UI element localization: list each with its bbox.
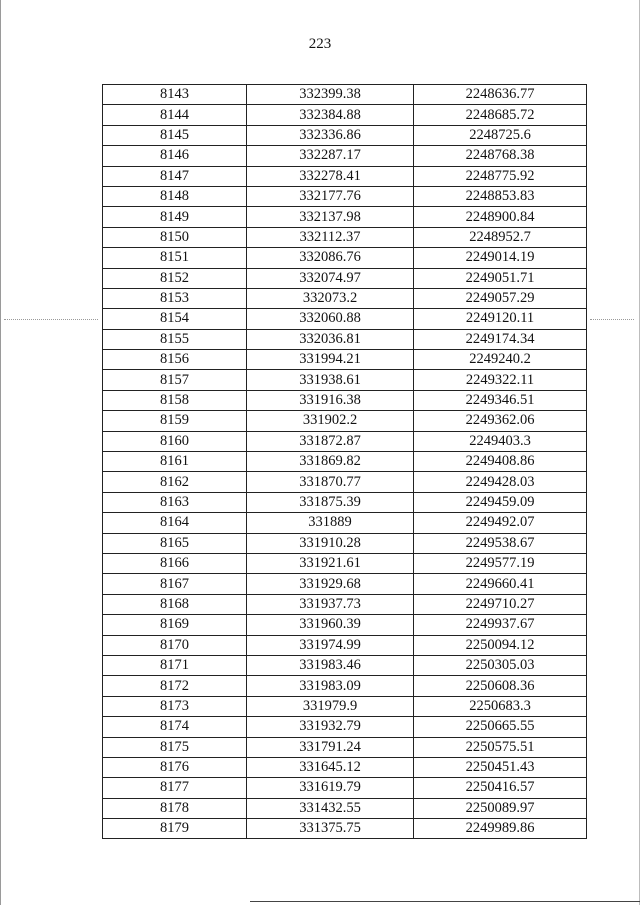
table-row <box>103 574 587 594</box>
x-coordinate-cell: 331645.12 <box>247 757 414 777</box>
y-coordinate-cell: 2249051.71 <box>414 268 587 288</box>
x-coordinate-cell: 331889 <box>247 513 414 533</box>
scan-artifact-left <box>4 319 98 321</box>
bottom-rule <box>250 901 640 902</box>
y-coordinate-cell: 2249538.67 <box>414 533 587 553</box>
table-row <box>103 737 587 757</box>
page-number: 223 <box>308 36 332 52</box>
point-number-cell: 8146 <box>103 146 247 166</box>
y-coordinate-cell: 2250451.43 <box>414 757 587 777</box>
y-coordinate-cell: 2249240.2 <box>414 350 587 370</box>
table-row <box>103 819 587 839</box>
x-coordinate-cell: 331938.61 <box>247 370 414 390</box>
y-coordinate-cell: 2249408.86 <box>414 452 587 472</box>
point-number-cell: 8166 <box>103 553 247 573</box>
x-coordinate-cell: 331619.79 <box>247 778 414 798</box>
point-number-cell: 8144 <box>103 105 247 125</box>
x-coordinate-cell: 332384.88 <box>247 105 414 125</box>
page-edge-left <box>0 0 1 905</box>
y-coordinate-cell: 2249428.03 <box>414 472 587 492</box>
y-coordinate-cell: 2249174.34 <box>414 329 587 349</box>
table-row <box>103 309 587 329</box>
x-coordinate-cell: 332112.37 <box>247 227 414 247</box>
table-row <box>103 492 587 512</box>
y-coordinate-cell: 2248768.38 <box>414 146 587 166</box>
table-row <box>103 452 587 472</box>
point-number-cell: 8167 <box>103 574 247 594</box>
x-coordinate-cell: 332074.97 <box>247 268 414 288</box>
y-coordinate-cell: 2249014.19 <box>414 248 587 268</box>
table-body <box>103 85 587 839</box>
x-coordinate-cell: 331791.24 <box>247 737 414 757</box>
table-row <box>103 513 587 533</box>
table-row <box>103 472 587 492</box>
table-row <box>103 553 587 573</box>
table-row <box>103 85 587 105</box>
x-coordinate-cell: 331932.79 <box>247 717 414 737</box>
y-coordinate-cell: 2248775.92 <box>414 166 587 186</box>
point-number-cell: 8165 <box>103 533 247 553</box>
table-row <box>103 635 587 655</box>
point-number-cell: 8153 <box>103 288 247 308</box>
table-row <box>103 676 587 696</box>
table-row <box>103 594 587 614</box>
x-coordinate-cell: 332336.86 <box>247 125 414 145</box>
table-row <box>103 757 587 777</box>
point-number-cell: 8149 <box>103 207 247 227</box>
y-coordinate-cell: 2248685.72 <box>414 105 587 125</box>
y-coordinate-cell: 2249937.67 <box>414 615 587 635</box>
x-coordinate-cell: 331916.38 <box>247 390 414 410</box>
point-number-cell: 8162 <box>103 472 247 492</box>
point-number-cell: 8154 <box>103 309 247 329</box>
point-number-cell: 8161 <box>103 452 247 472</box>
y-coordinate-cell: 2250665.55 <box>414 717 587 737</box>
point-number-cell: 8176 <box>103 757 247 777</box>
x-coordinate-cell: 331994.21 <box>247 350 414 370</box>
x-coordinate-cell: 332036.81 <box>247 329 414 349</box>
point-number-cell: 8171 <box>103 655 247 675</box>
point-number-cell: 8159 <box>103 411 247 431</box>
point-number-cell: 8148 <box>103 186 247 206</box>
point-number-cell: 8143 <box>103 85 247 105</box>
x-coordinate-cell: 331960.39 <box>247 615 414 635</box>
x-coordinate-cell: 332060.88 <box>247 309 414 329</box>
point-number-cell: 8164 <box>103 513 247 533</box>
point-number-cell: 8155 <box>103 329 247 349</box>
point-number-cell: 8172 <box>103 676 247 696</box>
x-coordinate-cell: 331929.68 <box>247 574 414 594</box>
table-row <box>103 717 587 737</box>
x-coordinate-cell: 331937.73 <box>247 594 414 614</box>
point-number-cell: 8160 <box>103 431 247 451</box>
x-coordinate-cell: 332177.76 <box>247 186 414 206</box>
x-coordinate-cell: 332287.17 <box>247 146 414 166</box>
table-row <box>103 248 587 268</box>
x-coordinate-cell: 331870.77 <box>247 472 414 492</box>
table-row <box>103 125 587 145</box>
table-row <box>103 370 587 390</box>
y-coordinate-cell: 2248725.6 <box>414 125 587 145</box>
y-coordinate-cell: 2249577.19 <box>414 553 587 573</box>
table-row <box>103 390 587 410</box>
table-row <box>103 350 587 370</box>
point-number-cell: 8145 <box>103 125 247 145</box>
x-coordinate-cell: 332278.41 <box>247 166 414 186</box>
x-coordinate-cell: 331974.99 <box>247 635 414 655</box>
x-coordinate-cell: 331921.61 <box>247 553 414 573</box>
y-coordinate-cell: 2250683.3 <box>414 696 587 716</box>
table-row <box>103 696 587 716</box>
y-coordinate-cell: 2250305.03 <box>414 655 587 675</box>
point-number-cell: 8156 <box>103 350 247 370</box>
y-coordinate-cell: 2249346.51 <box>414 390 587 410</box>
point-number-cell: 8177 <box>103 778 247 798</box>
table-row <box>103 329 587 349</box>
x-coordinate-cell: 331902.2 <box>247 411 414 431</box>
y-coordinate-cell: 2248952.7 <box>414 227 587 247</box>
point-number-cell: 8169 <box>103 615 247 635</box>
point-number-cell: 8157 <box>103 370 247 390</box>
table-row <box>103 615 587 635</box>
point-number-cell: 8150 <box>103 227 247 247</box>
y-coordinate-cell: 2250089.97 <box>414 798 587 818</box>
x-coordinate-cell: 331910.28 <box>247 533 414 553</box>
point-number-cell: 8147 <box>103 166 247 186</box>
x-coordinate-cell: 332137.98 <box>247 207 414 227</box>
table-row <box>103 798 587 818</box>
table-row <box>103 207 587 227</box>
table-row <box>103 268 587 288</box>
table-row <box>103 227 587 247</box>
y-coordinate-cell: 2250575.51 <box>414 737 587 757</box>
y-coordinate-cell: 2248900.84 <box>414 207 587 227</box>
table-row <box>103 105 587 125</box>
x-coordinate-cell: 331872.87 <box>247 431 414 451</box>
point-number-cell: 8174 <box>103 717 247 737</box>
x-coordinate-cell: 331979.9 <box>247 696 414 716</box>
y-coordinate-cell: 2249403.3 <box>414 431 587 451</box>
point-number-cell: 8168 <box>103 594 247 614</box>
x-coordinate-cell: 331375.75 <box>247 819 414 839</box>
y-coordinate-cell: 2249362.06 <box>414 411 587 431</box>
x-coordinate-cell: 331983.09 <box>247 676 414 696</box>
x-coordinate-cell: 331869.82 <box>247 452 414 472</box>
table-row <box>103 288 587 308</box>
y-coordinate-cell: 2249660.41 <box>414 574 587 594</box>
table-row <box>103 431 587 451</box>
table-row <box>103 655 587 675</box>
y-coordinate-cell: 2250608.36 <box>414 676 587 696</box>
x-coordinate-cell: 331875.39 <box>247 492 414 512</box>
y-coordinate-cell: 2249459.09 <box>414 492 587 512</box>
point-number-cell: 8158 <box>103 390 247 410</box>
table-row <box>103 533 587 553</box>
y-coordinate-cell: 2249710.27 <box>414 594 587 614</box>
y-coordinate-cell: 2249120.11 <box>414 309 587 329</box>
x-coordinate-cell: 332399.38 <box>247 85 414 105</box>
point-number-cell: 8170 <box>103 635 247 655</box>
y-coordinate-cell: 2249057.29 <box>414 288 587 308</box>
y-coordinate-cell: 2250416.57 <box>414 778 587 798</box>
point-number-cell: 8151 <box>103 248 247 268</box>
y-coordinate-cell: 2249322.11 <box>414 370 587 390</box>
table-row <box>103 166 587 186</box>
table-row <box>103 186 587 206</box>
point-number-cell: 8152 <box>103 268 247 288</box>
table-row <box>103 146 587 166</box>
y-coordinate-cell: 2248636.77 <box>414 85 587 105</box>
point-number-cell: 8179 <box>103 819 247 839</box>
y-coordinate-cell: 2248853.83 <box>414 186 587 206</box>
y-coordinate-cell: 2249492.07 <box>414 513 587 533</box>
y-coordinate-cell: 2249989.86 <box>414 819 587 839</box>
x-coordinate-cell: 332073.2 <box>247 288 414 308</box>
coordinate-table <box>102 84 587 839</box>
point-number-cell: 8173 <box>103 696 247 716</box>
point-number-cell: 8178 <box>103 798 247 818</box>
point-number-cell: 8163 <box>103 492 247 512</box>
table-row <box>103 778 587 798</box>
table-row <box>103 411 587 431</box>
point-number-cell: 8175 <box>103 737 247 757</box>
scan-artifact-right <box>590 319 634 321</box>
x-coordinate-cell: 331983.46 <box>247 655 414 675</box>
y-coordinate-cell: 2250094.12 <box>414 635 587 655</box>
x-coordinate-cell: 332086.76 <box>247 248 414 268</box>
x-coordinate-cell: 331432.55 <box>247 798 414 818</box>
